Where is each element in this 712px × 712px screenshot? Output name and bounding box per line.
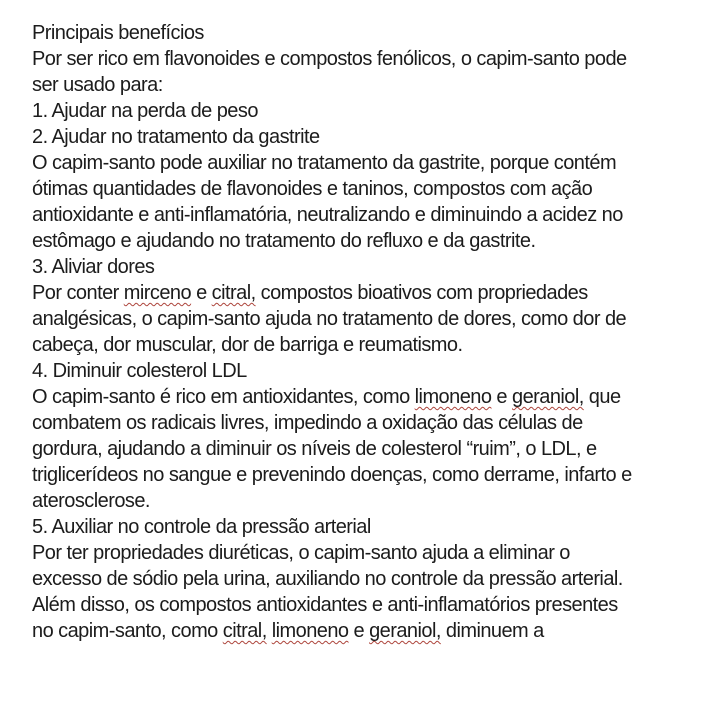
text-segment: que — [583, 386, 621, 408]
text-segment: excesso de sódio pela urina, auxiliando no controle da pressão arterial. — [32, 568, 623, 590]
text-segment: compostos bioativos com propriedades — [255, 282, 588, 304]
text-line — [32, 332, 686, 358]
text-segment: gordura, ajudando a diminuir os níveis de colesterol “ruim”, o LDL, e — [32, 438, 597, 460]
text-segment: Por ter propriedades diuréticas, o capim-santo ajuda a eliminar o — [32, 542, 570, 564]
misspelled-word: geraniol, — [369, 620, 441, 642]
text-segment: 4. Diminuir colesterol LDL — [32, 360, 247, 382]
text-line — [32, 202, 686, 228]
misspelled-word: geraniol, — [512, 386, 584, 408]
misspelled-word: limoneno — [414, 386, 492, 408]
text-line — [32, 488, 686, 514]
text-segment: Por ser rico em flavonoides e compostos fenólicos, o capim-santo pode — [32, 48, 627, 70]
text-line — [32, 306, 686, 332]
text-segment: Além disso, os compostos antioxidantes e anti-inflamatórios presentes — [32, 594, 618, 616]
text-segment: O capim-santo pode auxiliar no tratamento da gastrite, porque contém — [32, 152, 617, 174]
text-segment: O capim-santo é rico em antioxidantes, como — [32, 386, 415, 408]
text-line — [32, 566, 686, 592]
text-line — [32, 72, 686, 98]
misspelled-word: limoneno — [271, 620, 349, 642]
misspelled-word: mirceno — [123, 282, 192, 304]
text-line — [32, 592, 686, 618]
text-segment: no capim-santo, como — [32, 620, 223, 642]
text-segment: aterosclerose. — [32, 490, 150, 512]
text-line — [32, 618, 686, 644]
text-segment: 1. Ajudar na perda de peso — [32, 100, 258, 122]
text-line — [32, 46, 686, 72]
text-segment: cabeça, dor muscular, dor de barriga e reumatismo. — [32, 334, 463, 356]
text-line — [32, 514, 686, 540]
text-segment: 5. Auxiliar no controle da pressão arterial — [32, 516, 371, 538]
text-line — [32, 384, 686, 410]
text-segment: e — [191, 282, 212, 304]
misspelled-word: citral, — [222, 620, 267, 642]
text-segment: e — [348, 620, 370, 642]
text-segment: ser usado para: — [32, 74, 163, 96]
misspelled-word: citral, — [211, 282, 256, 304]
text-segment: Por conter — [32, 282, 124, 304]
text-line — [32, 176, 686, 202]
text-line — [32, 410, 686, 436]
text-line — [32, 228, 686, 254]
text-segment: diminuem a — [440, 620, 544, 642]
text-segment: e — [491, 386, 513, 408]
text-line — [32, 358, 686, 384]
document-body — [32, 20, 686, 644]
text-segment: ótimas quantidades de flavonoides e taninos, compostos com ação — [32, 178, 593, 200]
text-segment: 3. Aliviar dores — [32, 256, 155, 278]
text-line — [32, 20, 686, 46]
text-segment: antioxidante e anti-inflamatória, neutralizando e diminuindo a acidez no — [32, 204, 623, 226]
text-line — [32, 436, 686, 462]
text-segment: triglicerídeos no sangue e prevenindo doenças, como derrame, infarto e — [32, 464, 632, 486]
text-segment: Principais benefícios — [32, 22, 204, 44]
text-line — [32, 540, 686, 566]
text-line — [32, 280, 686, 306]
text-line — [32, 462, 686, 488]
text-segment: analgésicas, o capim-santo ajuda no tratamento de dores, como dor de — [32, 308, 627, 330]
text-line — [32, 254, 686, 280]
text-line — [32, 98, 686, 124]
text-line — [32, 124, 686, 150]
text-segment: combatem os radicais livres, impedindo a oxidação das células de — [32, 412, 583, 434]
text-line — [32, 150, 686, 176]
text-segment: 2. Ajudar no tratamento da gastrite — [32, 126, 320, 148]
text-segment: estômago e ajudando no tratamento do refluxo e da gastrite. — [32, 230, 536, 252]
